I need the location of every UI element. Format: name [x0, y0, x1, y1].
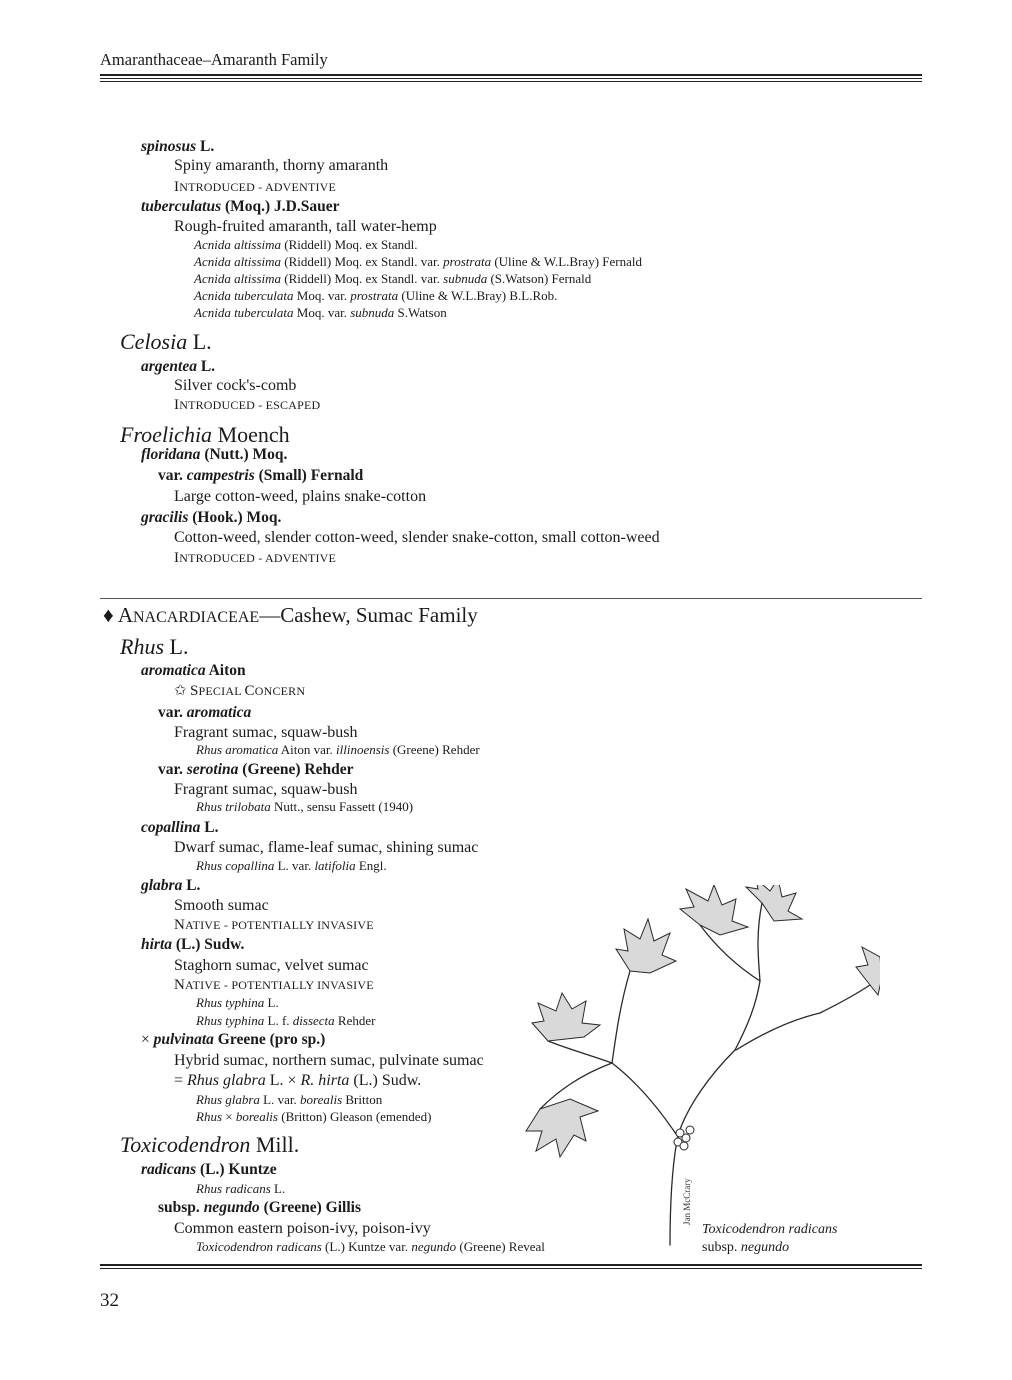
leaf-6: [856, 947, 880, 995]
status-word: ONCERN: [254, 684, 306, 698]
genus-author: L.: [187, 329, 212, 354]
synonym-name: Rhus radicans: [196, 1181, 271, 1196]
status-initial: S: [189, 683, 199, 699]
synonym-author: (L.) Kuntze var.: [321, 1239, 412, 1254]
hybrid-sign: ×: [141, 1031, 154, 1048]
synonym-author: L. var.: [274, 858, 315, 873]
common-names: Common eastern poison-ivy, poison-ivy: [174, 1220, 431, 1237]
infraspecific-name: campestris: [186, 467, 255, 484]
species-author: (Nutt.) Moq.: [200, 446, 288, 463]
common-names: Fragrant sumac, squaw-bush: [174, 724, 358, 741]
synonym-line: [194, 306, 447, 319]
synonym-name: Rhus: [196, 1109, 222, 1124]
species-name: gracilis: [141, 509, 189, 526]
synonym-line: [196, 1110, 431, 1123]
synonym-epithet: borealis: [235, 1109, 278, 1124]
status-word: PECIAL: [198, 684, 242, 698]
species-entry: [141, 139, 214, 155]
synonym-author: (Greene) Reveal: [456, 1239, 545, 1254]
common-names: Staghorn sumac, velvet sumac: [174, 957, 369, 974]
status-detail: POTENTIALLY INVASIVE: [231, 978, 374, 992]
leaf-1: [532, 993, 600, 1041]
synonym-author: (S.Watson) Fernald: [487, 271, 592, 286]
synonym-name: Rhus typhina: [196, 995, 265, 1010]
synonym-line: [196, 743, 480, 756]
synonym-epithet: borealis: [300, 1092, 343, 1107]
synonym-line: [196, 1014, 375, 1027]
genus-author: L.: [164, 634, 189, 659]
species-author: (Moq.) J.D.Sauer: [221, 198, 340, 215]
synonym-line: [194, 272, 591, 285]
leaf-group: [526, 885, 880, 1157]
infraspecific-name: negundo: [203, 1199, 260, 1216]
common-names: Large cotton-weed, plains snake-cotton: [174, 488, 427, 505]
synonym-author: (Greene) Rehder: [389, 742, 480, 757]
synonym-name: Toxicodendron radicans: [196, 1239, 322, 1254]
figure-caption-line-1: Toxicodendron radicans: [702, 1222, 838, 1237]
synonym-author: Moq. var.: [293, 288, 351, 303]
status-initial: N: [174, 917, 186, 933]
diamond-bullet-icon: ♦: [103, 603, 114, 627]
species-entry: [141, 199, 340, 215]
status-initial: C: [244, 683, 255, 699]
synonym-name: Rhus copallina: [196, 858, 275, 873]
leaf-3: [526, 1099, 598, 1157]
star-icon: ✩: [174, 683, 187, 699]
status-origin: NTRODUCED: [179, 180, 256, 194]
figure-caption-line-2: [702, 1241, 789, 1255]
infraspecific-name: aromatica: [186, 704, 252, 721]
rank-prefix: var.: [158, 467, 187, 484]
genus-author: Mill.: [250, 1132, 300, 1157]
status-separator: -: [255, 180, 265, 194]
species-author: L.: [182, 877, 201, 894]
synonym-name: Acnida altissima: [194, 254, 282, 269]
status-detail: ESCAPED: [265, 398, 321, 412]
common-names: Dwarf sumac, flame-leaf sumac, shining sumac: [174, 839, 479, 856]
infraspecific-entry: [158, 762, 353, 778]
berry-cluster: [674, 1126, 694, 1150]
species-author: (L.) Kuntze: [196, 1161, 277, 1178]
species-author: (Hook.) Moq.: [188, 509, 282, 526]
family-common-name: —Cashew, Sumac Family: [259, 603, 478, 627]
synonym-line: [196, 1240, 545, 1253]
status-initial: I: [174, 550, 180, 566]
special-concern-label: [174, 684, 305, 699]
species-name: spinosus: [141, 138, 197, 155]
header-rule-bottom: [100, 81, 922, 82]
species-author: (L.) Sudw.: [172, 936, 245, 953]
synonym-line: [196, 1182, 285, 1195]
synonym-line: [196, 859, 387, 872]
species-name: copallina: [141, 819, 201, 836]
status-separator: -: [220, 978, 232, 992]
synonym-name: Acnida tuberculata: [194, 305, 294, 320]
synonym-name: Acnida altissima: [194, 271, 282, 286]
synonym-epithet: prostrata: [350, 288, 399, 303]
status-origin: NTRODUCED: [179, 551, 256, 565]
infraspecific-name: serotina: [186, 761, 239, 778]
species-entry: [141, 820, 219, 836]
synonym-author: Nutt., sensu Fassett (1940): [270, 799, 414, 814]
synonym-author: (Uline & W.L.Bray) B.L.Rob.: [398, 288, 558, 303]
synonym-epithet: illinoensis: [336, 742, 390, 757]
main-stem: [670, 1050, 735, 1245]
species-entry: [141, 878, 200, 894]
status-origin: ATIVE: [185, 978, 221, 992]
synonym-author: S.Watson: [394, 305, 447, 320]
synonym-author: Moq. var.: [293, 305, 351, 320]
status-label: [174, 180, 336, 195]
synonym-author: (Britton) Gleason (emended): [277, 1109, 432, 1124]
formula-parent: Rhus glabra: [187, 1072, 266, 1089]
footer-rule-top: [100, 1264, 922, 1266]
figure-caption-name: negundo: [740, 1240, 790, 1255]
synonym-epithet: subnuda: [443, 271, 488, 286]
status-separator: -: [220, 918, 232, 932]
status-initial: I: [174, 179, 180, 195]
page-number: 32: [100, 1290, 119, 1311]
family-name: NACARDIACEAE: [132, 609, 260, 626]
hybrid-entry: [141, 1032, 325, 1048]
status-detail: ADVENTIVE: [264, 180, 337, 194]
common-names: Silver cock's-comb: [174, 377, 297, 394]
synonym-name: Acnida tuberculata: [194, 288, 294, 303]
synonym-line: [194, 238, 418, 251]
synonym-epithet: subnuda: [350, 305, 395, 320]
infraspecific-entry: [158, 468, 363, 484]
species-entry: [141, 447, 287, 463]
right-petiole: [736, 1013, 820, 1050]
species-name: argentea: [141, 358, 197, 375]
synonym-line: [196, 996, 279, 1009]
synonym-author: Aiton var.: [278, 742, 336, 757]
genus-heading: [120, 636, 188, 658]
formula-part: (L.) Sudw.: [349, 1072, 422, 1089]
leaf-2: [616, 919, 676, 973]
hybrid-name: pulvinata: [153, 1031, 214, 1048]
rank-prefix: subsp.: [158, 1199, 204, 1216]
status-separator: -: [255, 551, 265, 565]
species-entry: [141, 510, 281, 526]
genus-name: Celosia: [120, 329, 188, 354]
leaf-4: [746, 885, 802, 921]
status-origin: NTRODUCED: [179, 398, 256, 412]
species-author: L.: [196, 358, 216, 375]
running-header-title: Amaranthaceae–Amaranth Family: [100, 50, 328, 69]
synonym-line: [194, 255, 642, 268]
species-entry: [141, 663, 246, 679]
synonym-author: (Riddell) Moq. ex Standl.: [281, 237, 418, 252]
status-label: [174, 918, 374, 933]
hybrid-author: Greene (pro sp.): [213, 1031, 326, 1048]
status-origin: ATIVE: [185, 918, 221, 932]
species-author: Aiton: [205, 662, 246, 679]
common-names: Hybrid sumac, northern sumac, pulvinate sumac: [174, 1052, 484, 1069]
genus-name: Froelichia: [120, 422, 213, 447]
species-author: L.: [196, 138, 215, 155]
species-name: floridana: [141, 446, 201, 463]
leaf-5: [680, 885, 748, 935]
family-heading: [103, 605, 478, 626]
family-divider: [100, 598, 922, 599]
status-label: [174, 551, 336, 566]
genus-name: Toxicodendron: [120, 1132, 251, 1157]
header-rule-top: [100, 74, 922, 76]
synonym-author: L. f.: [264, 1013, 293, 1028]
species-entry: [141, 359, 215, 375]
synonym-line: [196, 800, 413, 813]
synonym-line: [196, 1093, 382, 1106]
synonym-author: Engl.: [355, 858, 387, 873]
species-name: aromatica: [141, 662, 206, 679]
synonym-author: L.: [264, 995, 279, 1010]
synonym-author: L.: [270, 1181, 286, 1196]
synonym-author: (Riddell) Moq. ex Standl. var.: [281, 254, 444, 269]
species-author: L.: [200, 819, 219, 836]
status-initial: N: [174, 977, 186, 993]
synonym-author: (Riddell) Moq. ex Standl. var.: [281, 271, 444, 286]
footer-rule-bottom: [100, 1268, 922, 1269]
rank-prefix: var.: [158, 761, 187, 778]
infraspecific-author: (Small) Fernald: [254, 467, 364, 484]
synonym-epithet: latifolia: [314, 858, 356, 873]
species-entry: [141, 937, 244, 953]
common-names: Fragrant sumac, squaw-bush: [174, 781, 358, 798]
synonym-name: Rhus trilobata: [196, 799, 271, 814]
species-name: hirta: [141, 936, 173, 953]
artist-signature: Jan McCrary: [682, 1178, 692, 1225]
synonym-author: Rehder: [334, 1013, 376, 1028]
synonym-name: Rhus aromatica: [196, 742, 279, 757]
right-stalk: [735, 981, 760, 1050]
status-initial: I: [174, 397, 180, 413]
species-name: glabra: [141, 877, 183, 894]
synonym-author: Britton: [342, 1092, 383, 1107]
genus-name: Rhus: [120, 634, 164, 659]
synonym-name: Acnida altissima: [194, 237, 282, 252]
status-detail: ADVENTIVE: [264, 551, 337, 565]
common-names: Cotton-weed, slender cotton-weed, slender snake-cotton, small cotton-weed: [174, 529, 660, 546]
hybrid-formula: [174, 1073, 421, 1089]
species-name: tuberculatus: [141, 198, 222, 215]
synonym-epithet: negundo: [411, 1239, 457, 1254]
rank-prefix: var.: [158, 704, 187, 721]
genus-author: Moench: [212, 422, 290, 447]
synonym-name: Rhus typhina: [196, 1013, 265, 1028]
species-name: radicans: [141, 1161, 197, 1178]
status-label: [174, 978, 374, 993]
synonym-name: Rhus glabra: [196, 1092, 260, 1107]
left-petiole: [612, 1063, 678, 1137]
common-names: Smooth sumac: [174, 897, 269, 914]
genus-heading: [120, 1134, 299, 1156]
genus-heading: [120, 331, 212, 353]
common-names: Rough-fruited amaranth, tall water-hemp: [174, 218, 437, 235]
formula-part: L. ×: [265, 1072, 301, 1089]
synonym-author: (Uline & W.L.Bray) Fernald: [491, 254, 642, 269]
synonym-epithet: prostrata: [443, 254, 492, 269]
synonym-line: [194, 289, 557, 302]
formula-part: =: [174, 1072, 188, 1089]
species-entry: [141, 1162, 277, 1178]
formula-parent: R. hirta: [300, 1072, 350, 1089]
status-separator: -: [255, 398, 266, 412]
synonym-author: L. var.: [259, 1092, 300, 1107]
common-names: Spiny amaranth, thorny amaranth: [174, 157, 389, 174]
infraspecific-entry: [158, 705, 251, 721]
synonym-epithet: dissecta: [292, 1013, 335, 1028]
poison-ivy-illustration: [520, 885, 880, 1250]
infraspecific-entry: [158, 1200, 361, 1216]
status-label: [174, 398, 320, 413]
infraspecific-author: (Greene) Gillis: [259, 1199, 361, 1216]
header-rule-middle: [100, 78, 922, 79]
family-initial: A: [117, 603, 133, 627]
status-detail: POTENTIALLY INVASIVE: [231, 918, 374, 932]
figure-caption-prefix: subsp.: [702, 1240, 741, 1255]
genus-heading: [120, 424, 290, 446]
infraspecific-author: (Greene) Rehder: [238, 761, 354, 778]
synonym-author: ×: [222, 1109, 236, 1124]
